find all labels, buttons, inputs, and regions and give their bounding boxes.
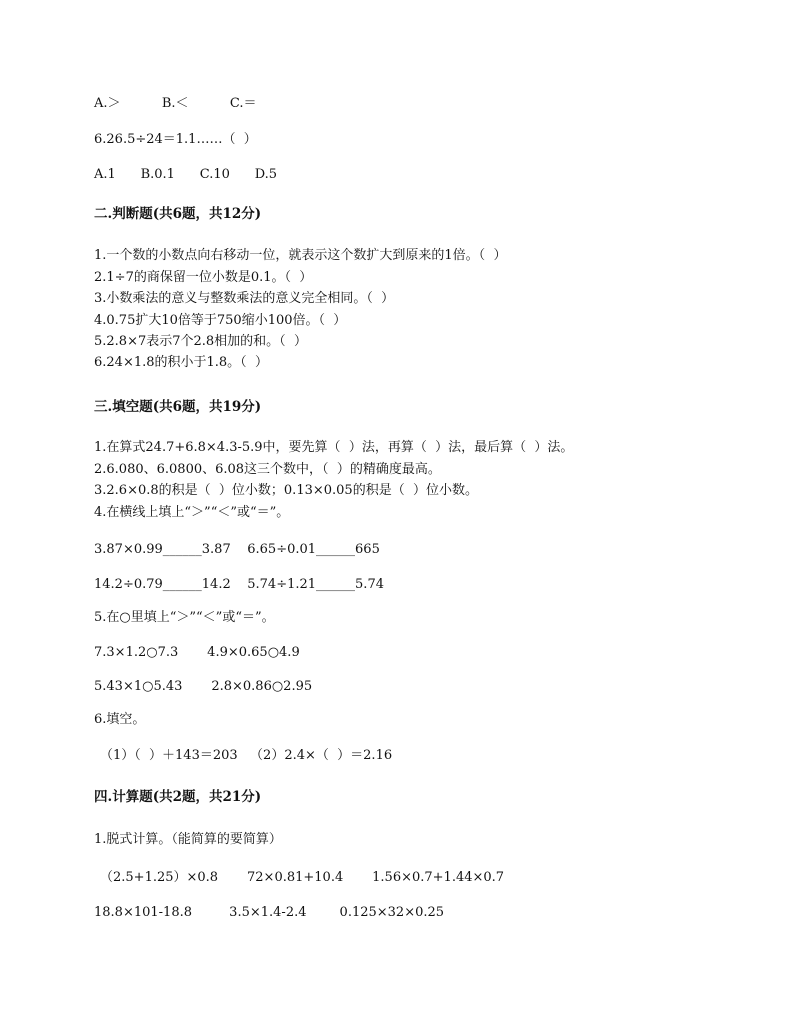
options-compare: A.＞ B.＜ C.＝ [94,96,257,111]
judge-item-3: 3.小数乘法的意义与整数乘法的意义完全相同。（ ） [94,291,395,306]
fill-5-row-1: 7.3×1.2○7.3 4.9×0.65○4.9 [94,645,300,660]
judge-item-1: 1.一个数的小数点向右移动一位，就表示这个数扩大到原来的1倍。（ ） [94,248,507,263]
judge-item-5: 5.2.8×7表示7个2.8相加的和。（ ） [94,334,307,349]
question-6: 6.26.5÷24＝1.1……（ ） [94,132,257,147]
section-heading-judge: 二.判断题(共6题，共12分) [94,206,262,222]
fill-4-row-1: 3.87×0.99______3.87 6.65÷0.01______665 [94,542,380,557]
judge-item-2: 2.1÷7的商保留一位小数是0.1。（ ） [94,270,313,285]
judge-item-6: 6.24×1.8的积小于1.8。（ ） [94,355,268,370]
section-heading-calc: 四.计算题(共2题，共21分) [94,789,262,805]
fill-item-4: 4.在横线上填上“＞”“＜”或“＝”。 [94,505,290,520]
fill-5-row-2: 5.43×1○5.43 2.8×0.86○2.95 [94,679,313,694]
judge-item-4: 4.0.75扩大10倍等于750缩小100倍。（ ） [94,313,347,328]
calc-item-1: 1.脱式计算。（能简算的要简算） [94,832,282,847]
options-q6: A.1 B.0.1 C.10 D.5 [94,167,278,182]
section-heading-fill: 三.填空题(共6题，共19分) [94,399,262,415]
fill-item-6: 6.填空。 [94,712,146,727]
fill-item-3: 3.2.6×0.8的积是（ ）位小数；0.13×0.05的积是（ ）位小数。 [94,483,478,498]
calc-row-1: （2.5+1.25）×0.8 72×0.81+10.4 1.56×0.7+1.44×0.7 [100,870,505,885]
fill-item-5: 5.在○里填上“＞”“＜”或“＝”。 [94,610,275,625]
fill-item-1: 1.在算式24.7+6.8×4.3-5.9中，要先算（ ）法，再算（ ）法，最后算（ ）法。 [94,440,574,455]
calc-row-2: 18.8×101-18.8 3.5×1.4-2.4 0.125×32×0.25 [94,905,445,920]
fill-item-2: 2.6.080、6.0800、6.08这三个数中，（ ）的精确度最高。 [94,462,441,477]
fill-6-row: （1）（ ）＋143＝203 （2）2.4×（ ）＝2.16 [100,748,393,763]
fill-4-row-2: 14.2÷0.79______14.2 5.74÷1.21______5.74 [94,577,384,592]
